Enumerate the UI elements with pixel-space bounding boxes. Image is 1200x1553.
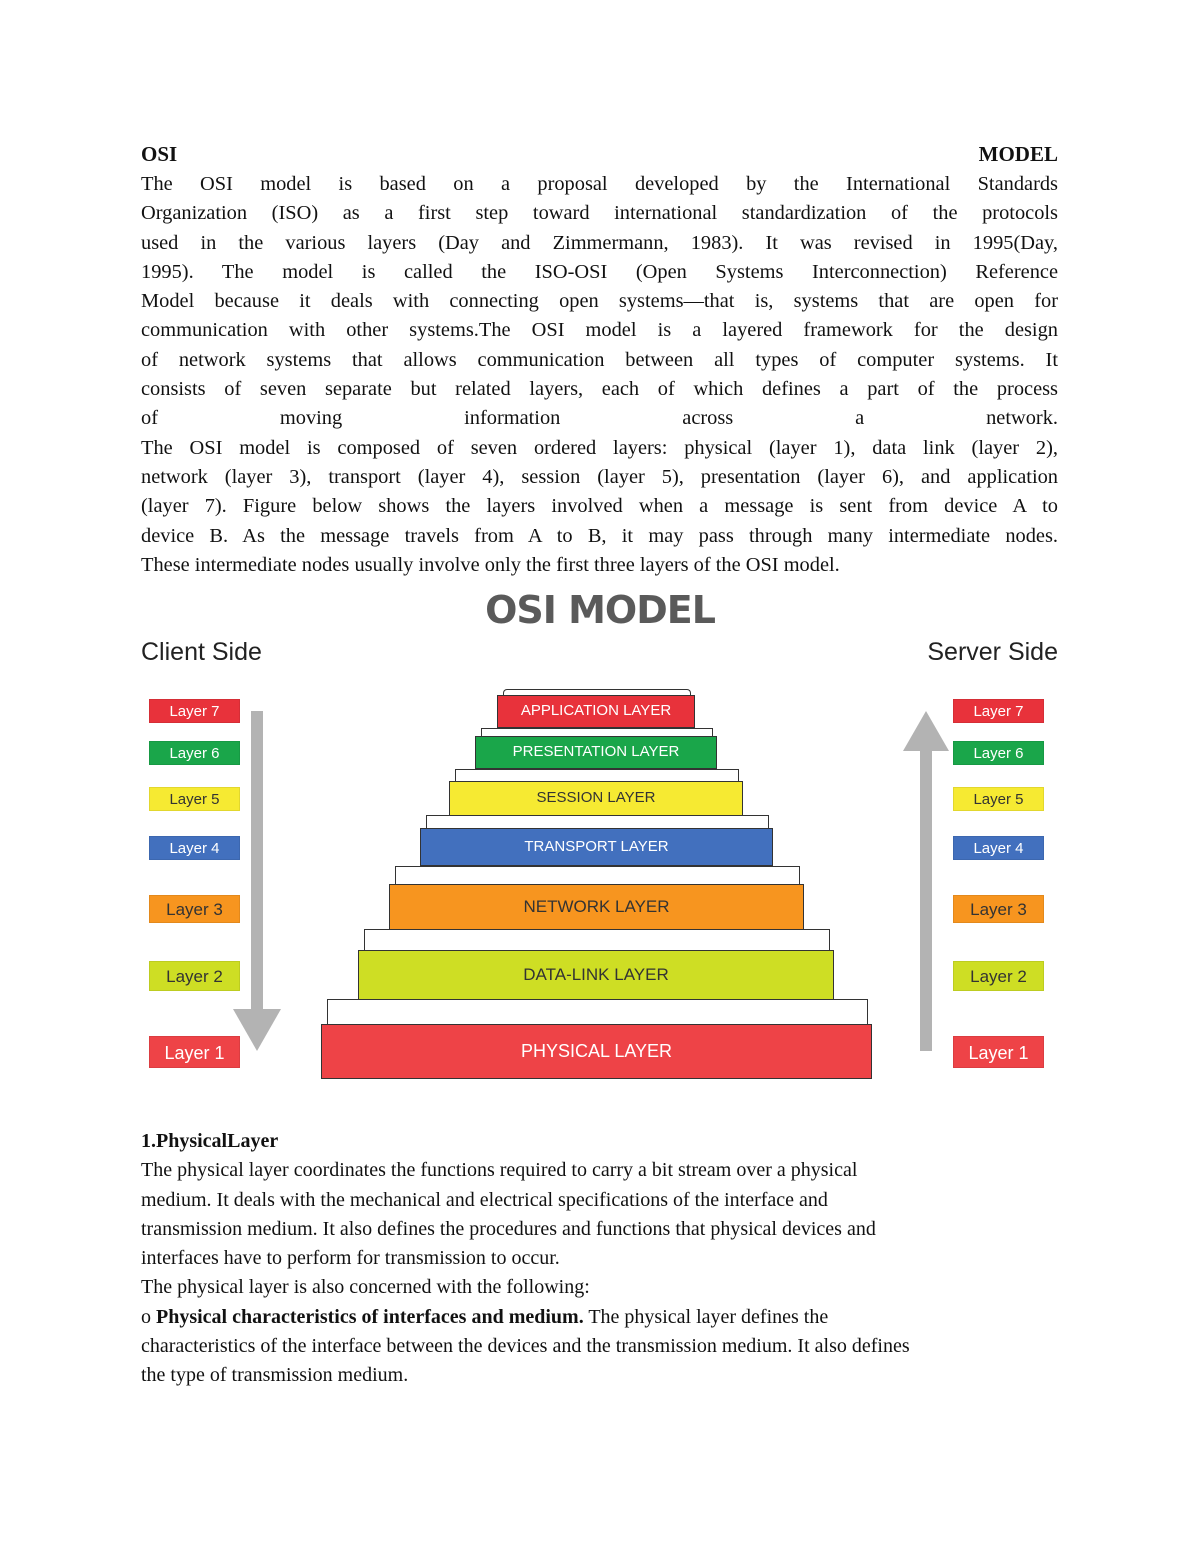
intro-line: used in the various layers (Day and Zimmermann, 1983). It was revised in 1995(Day, bbox=[141, 231, 1058, 254]
section-line: transmission medium. It also defines the procedures and functions that physical devices and bbox=[141, 1217, 876, 1240]
intro-line: (layer 7). Figure below shows the layers involved when a message is sent from device A to bbox=[141, 495, 1058, 518]
section-line: The physical layer coordinates the functions required to carry a bit stream over a physical bbox=[141, 1159, 858, 1182]
osi-layer-step: NETWORK LAYER bbox=[389, 884, 804, 930]
layer-badge-left: Layer 7 bbox=[149, 699, 240, 723]
bullet-bold-text: Physical characteristics of interfaces and medium. bbox=[156, 1305, 584, 1328]
intro-line: network (layer 3), transport (layer 4), session (layer 5), presentation (layer 6), and application bbox=[141, 465, 1058, 488]
layer-badge-left: Layer 1 bbox=[149, 1036, 240, 1068]
layer-badge-right: Layer 6 bbox=[953, 741, 1044, 765]
layer-badge-left: Layer 2 bbox=[149, 961, 240, 991]
intro-line: 1995). The model is called the ISO-OSI (Open Systems Interconnection) Reference bbox=[141, 260, 1058, 283]
layer-badge-right: Layer 4 bbox=[953, 836, 1044, 860]
bullet-text: The physical layer defines the bbox=[583, 1305, 829, 1328]
figure-title: OSI MODEL bbox=[485, 588, 715, 632]
section-heading: 1.PhysicalLayer bbox=[141, 1130, 279, 1152]
up-arrow-icon bbox=[903, 711, 949, 1051]
server-side-label: Server Side bbox=[927, 638, 1058, 666]
layer-badge-right: Layer 2 bbox=[953, 961, 1044, 991]
intro-line: These intermediate nodes usually involve only the first three layers of the OSI model. bbox=[141, 553, 840, 576]
section-line: the type of transmission medium. bbox=[141, 1364, 409, 1387]
down-arrow-icon bbox=[233, 711, 281, 1051]
bullet-line bbox=[141, 1303, 1058, 1332]
osi-layer-step: TRANSPORT LAYER bbox=[420, 828, 773, 866]
intro-line: Organization (ISO) as a first step toward international standardization of the protocols bbox=[141, 202, 1058, 225]
intro-line: device B. As the message travels from A to B, it may pass through many intermediate nodes. bbox=[141, 524, 1058, 547]
intro-line: of moving information across a network. bbox=[141, 407, 1058, 430]
physical-layer-section bbox=[141, 1127, 1058, 1391]
layer-badge-left: Layer 4 bbox=[149, 836, 240, 860]
osi-layer-step: SESSION LAYER bbox=[449, 781, 743, 816]
osi-layer-step: PRESENTATION LAYER bbox=[475, 736, 717, 769]
client-side-label: Client Side bbox=[141, 638, 262, 666]
layer-badge-right: Layer 3 bbox=[953, 895, 1044, 923]
intro-line: consists of seven separate but related layers, each of which defines a part of the process bbox=[141, 378, 1058, 401]
intro-line: communication with other systems.The OSI model is a layered framework for the design bbox=[141, 319, 1058, 342]
section-line: characteristics of the interface between the devices and the transmission medium. It also defines bbox=[141, 1335, 910, 1358]
section-line: The physical layer is also concerned with the following: bbox=[141, 1276, 590, 1299]
layer-badge-left: Layer 3 bbox=[149, 895, 240, 923]
doc-title-right: MODEL bbox=[978, 142, 1058, 166]
bullet-marker: o bbox=[141, 1305, 151, 1328]
intro-line: The OSI model is based on a proposal developed by the International Standards bbox=[141, 173, 1058, 195]
intro-line: Model because it deals with connecting open systems—that is, systems that are open for bbox=[141, 290, 1058, 313]
section-line: medium. It deals with the mechanical and electrical specifications of the interface and bbox=[141, 1188, 828, 1211]
intro-line: of network systems that allows communication between all types of computer systems. It bbox=[141, 348, 1058, 371]
layer-badge-right: Layer 5 bbox=[953, 787, 1044, 811]
doc-title-left: OSI bbox=[141, 142, 178, 166]
osi-layer-step: PHYSICAL LAYER bbox=[321, 1024, 872, 1079]
layer-badge-right: Layer 7 bbox=[953, 699, 1044, 723]
layer-badge-right: Layer 1 bbox=[953, 1036, 1044, 1068]
layer-badge-left: Layer 5 bbox=[149, 787, 240, 811]
intro-line: The OSI model is composed of seven ordered layers: physical (layer 1), data link (layer 2), bbox=[141, 436, 1058, 459]
section-line: interfaces have to perform for transmission to occur. bbox=[141, 1247, 560, 1270]
layer-badge-left: Layer 6 bbox=[149, 741, 240, 765]
osi-layer-step: DATA-LINK LAYER bbox=[358, 950, 834, 1001]
osi-layer-step: APPLICATION LAYER bbox=[497, 695, 695, 728]
